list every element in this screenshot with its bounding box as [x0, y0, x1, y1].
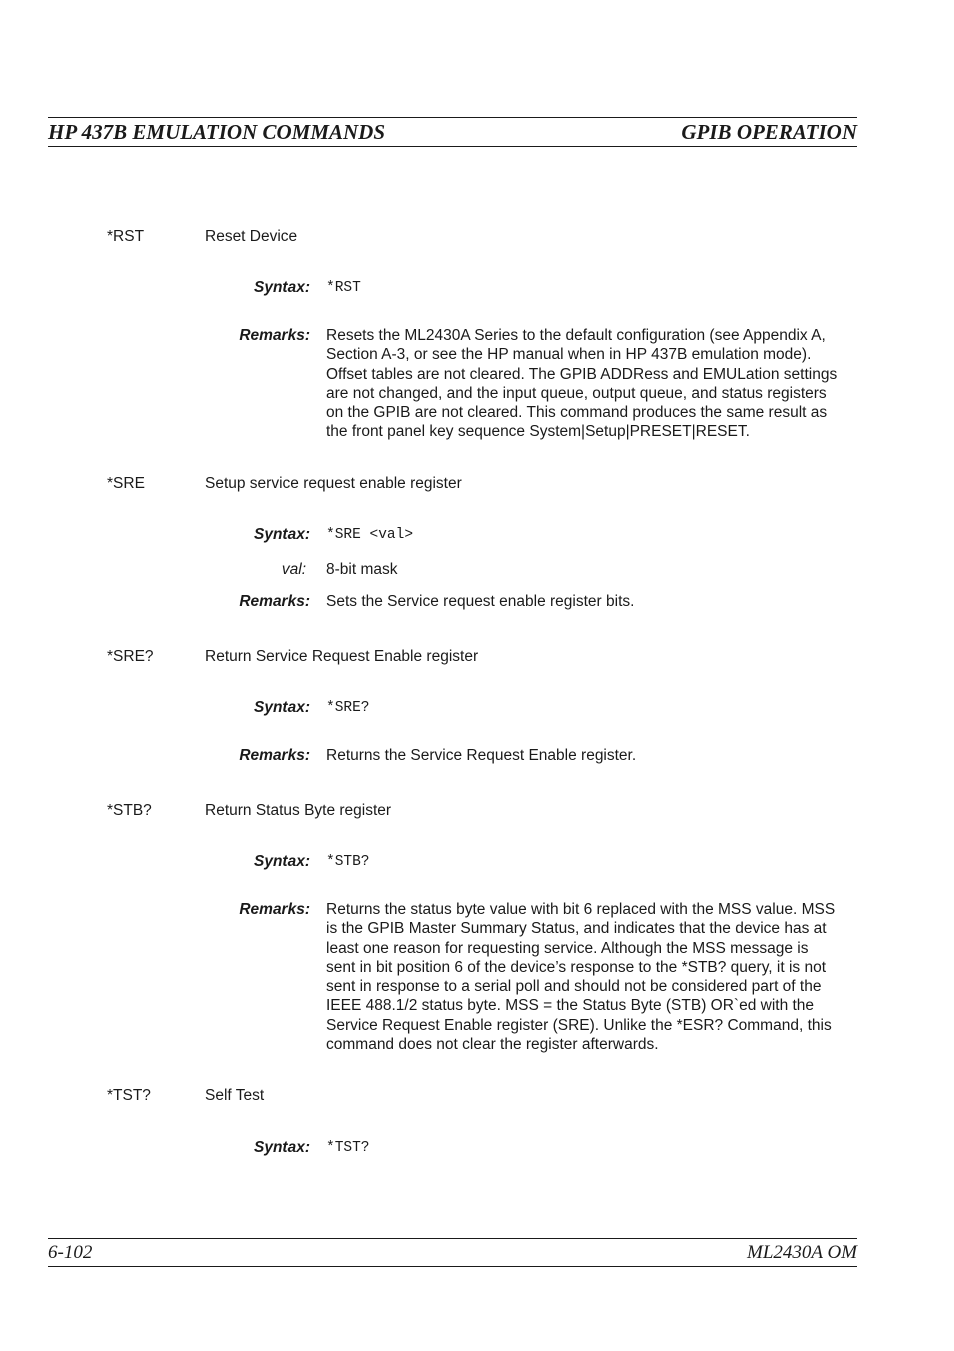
remarks-text-sre-query: Returns the Service Request Enable register. — [326, 747, 637, 764]
header-section-title: HP 437B EMULATION COMMANDS — [48, 120, 386, 144]
command-name-sre: *SRE — [107, 475, 145, 492]
page-number: 6-102 — [48, 1242, 93, 1263]
syntax-label: Syntax: — [254, 1139, 310, 1156]
remarks-label: Remarks: — [239, 327, 310, 344]
command-title-stb-query: Return Status Byte register — [205, 802, 392, 819]
syntax-label: Syntax: — [254, 853, 310, 870]
remarks-text-stb-query: Returns the status byte value with bit 6 replaced with the MSS value. MSS is the GPIB Master Summary Status, and indicates that the device has at least one reason for requesting service. Although the MSS message is sent in bit position 6 of the device’s response to the *STB? query, it is not sent in response to a serial poll and should not be considered part of the IEEE 488.1/2 status byte. MSS = the Status Byte (STB) OR`ed with the Service Request Enable register (SRE). Unlike the *ESR? Command, this command does not clear the register afterwards. — [326, 901, 836, 1054]
remarks-label: Remarks: — [239, 901, 310, 918]
syntax-value-sre: *SRE <val> — [326, 527, 414, 543]
command-name-sre-query: *SRE? — [107, 648, 154, 665]
syntax-value-rst: *RST — [326, 280, 361, 296]
page-header — [48, 117, 857, 147]
page-footer — [48, 1238, 857, 1267]
remarks-label: Remarks: — [239, 747, 310, 764]
syntax-value-tst-query: *TST? — [326, 1140, 370, 1156]
command-name-stb-query: *STB? — [107, 802, 152, 819]
command-title-tst-query: Self Test — [205, 1087, 265, 1104]
syntax-label: Syntax: — [254, 279, 310, 296]
remarks-label: Remarks: — [239, 593, 310, 610]
syntax-value-sre-query: *SRE? — [326, 700, 370, 716]
command-title-rst: Reset Device — [205, 228, 298, 245]
syntax-label: Syntax: — [254, 526, 310, 543]
syntax-label: Syntax: — [254, 699, 310, 716]
command-title-sre: Setup service request enable register — [205, 475, 462, 492]
val-label: val: — [281, 561, 306, 578]
manual-id: ML2430A OM — [747, 1242, 857, 1263]
command-name-tst-query: *TST? — [107, 1087, 151, 1104]
remarks-text-rst: Resets the ML2430A Series to the default configuration (see Appendix A, Section A-3, or see the HP manual when in HP 437B emulation mode). Offset tables are not cleared. The GPIB ADDRess and EMULation settings are not changed, and the input queue, output queue, and status registers on the GPIB are not cleared. This command produces the same result as the front panel key sequence System|Setup|PRESET|RESET. — [326, 327, 838, 441]
command-name-rst: *RST — [107, 228, 145, 245]
remarks-text-sre: Sets the Service request enable register bits. — [326, 593, 635, 610]
syntax-value-stb-query: *STB? — [326, 854, 370, 870]
header-chapter-title: GPIB OPERATION — [681, 120, 857, 144]
val-description-sre: 8-bit mask — [326, 561, 398, 578]
command-title-sre-query: Return Service Request Enable register — [205, 648, 479, 665]
